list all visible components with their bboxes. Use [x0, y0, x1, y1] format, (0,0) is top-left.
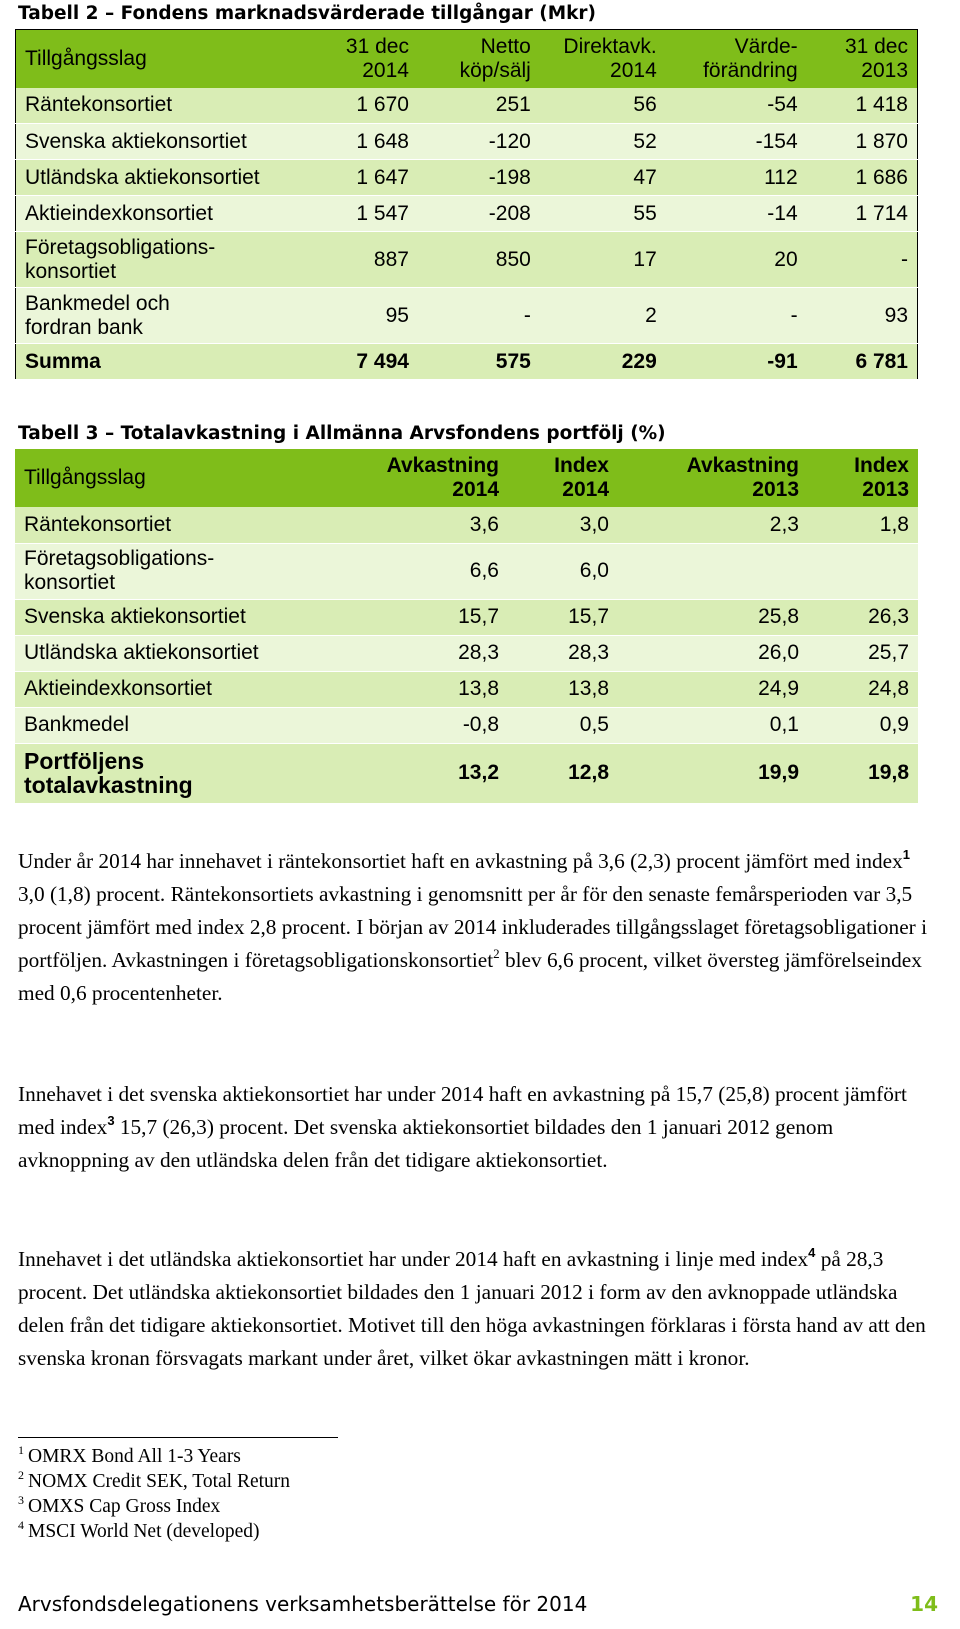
- table-cell: 0,5: [508, 707, 618, 743]
- table-cell: -198: [418, 160, 540, 196]
- row-label: Aktieindexkonsortiet: [15, 671, 348, 707]
- row-label: Svenska aktiekonsortiet: [16, 124, 319, 160]
- column-header: Index 2014: [508, 449, 618, 507]
- table-cell: -0,8: [348, 707, 508, 743]
- table-cell: 0,1: [618, 707, 808, 743]
- table-cell: 1 418: [807, 88, 918, 124]
- table-row: [15, 743, 918, 803]
- column-header: Avkastning 2013: [618, 449, 808, 507]
- table-row: [16, 160, 918, 196]
- table-cell: 6 781: [807, 344, 918, 380]
- table-row: [16, 232, 918, 288]
- footnote-ref: 1: [902, 847, 910, 862]
- row-label: Summa: [16, 344, 319, 380]
- footnote-number: 2: [18, 1468, 24, 1482]
- footnote: [18, 1518, 260, 1543]
- row-label: Bankmedel: [15, 707, 348, 743]
- paragraph-text: 15,7 (26,3) procent. Det svenska aktiekonsortiet bildades den 1 januari 2012 genom avknoppning av den utländska delen från det tidigare aktiekonsortiet.: [18, 1115, 834, 1172]
- column-header: Netto köp/sälj: [418, 30, 540, 88]
- footnote-text: OMRX Bond All 1-3 Years: [28, 1446, 241, 1467]
- column-header: Direktavk. 2014: [540, 30, 666, 88]
- paragraph-text: Innehavet i det utländska aktiekonsortiet har under 2014 haft en avkastning i linje med index: [18, 1247, 809, 1271]
- column-header: 31 dec 2014: [318, 30, 418, 88]
- paragraph-text: på 28,3 procent. Det utländska aktiekonsortiet bildades den 1 januari 2012 i form av den avknoppade utländska delen från det tidigare aktiekonsortiet. Motivet till den höga avkastningen förklaras i första hand av att den svenska kronan försvagats markant under året, vilket ökar avkastningen mätt i kronor.: [18, 1247, 926, 1370]
- row-label: Svenska aktiekonsortiet: [15, 599, 348, 635]
- table-cell: 6,0: [508, 543, 618, 599]
- table-cell: -154: [666, 124, 807, 160]
- table-cell: 26,0: [618, 635, 808, 671]
- table-row: [15, 707, 918, 743]
- table-row: [15, 671, 918, 707]
- column-header: 31 dec 2013: [807, 30, 918, 88]
- table-row: [15, 543, 918, 599]
- table-cell: 93: [807, 288, 918, 344]
- table-cell: 28,3: [508, 635, 618, 671]
- table-row: [16, 196, 918, 232]
- paragraph-interest: [18, 845, 928, 1010]
- table-cell: 15,7: [508, 599, 618, 635]
- footnote-number: 3: [18, 1493, 24, 1507]
- table-cell: 15,7: [348, 599, 508, 635]
- table-cell: 1 870: [807, 124, 918, 160]
- table-cell: 1,8: [808, 507, 918, 543]
- table-cell: 47: [540, 160, 666, 196]
- header-row: [15, 449, 918, 507]
- table-cell: 52: [540, 124, 666, 160]
- table-cell: 20: [666, 232, 807, 288]
- column-header: Tillgångsslag: [16, 30, 319, 88]
- row-label: Utländska aktiekonsortiet: [15, 635, 348, 671]
- table-row: [16, 124, 918, 160]
- assets-table: [15, 29, 918, 380]
- returns-table: [15, 449, 918, 804]
- footnote: [18, 1493, 221, 1518]
- table-cell: 55: [540, 196, 666, 232]
- footnote: [18, 1468, 291, 1493]
- table-cell: 575: [418, 344, 540, 380]
- header-row: [16, 30, 918, 88]
- row-label: Bankmedel och fordran bank: [16, 288, 319, 344]
- table-cell: -91: [666, 344, 807, 380]
- table-cell: 0,9: [808, 707, 918, 743]
- footnote-text: OMXS Cap Gross Index: [28, 1496, 221, 1517]
- footnote-number: 4: [18, 1518, 24, 1532]
- column-header: Värde- förändring: [666, 30, 807, 88]
- table-cell: 19,8: [808, 743, 918, 803]
- table-cell: 12,8: [508, 743, 618, 803]
- footnote-text: MSCI World Net (developed): [28, 1521, 260, 1542]
- table-row: [16, 288, 918, 344]
- table-cell: 229: [540, 344, 666, 380]
- table-cell: 1 648: [318, 124, 418, 160]
- table3-caption: Tabell 3 – Totalavkastning i Allmänna Arvsfondens portfölj (%): [18, 423, 666, 444]
- table-cell: 13,2: [348, 743, 508, 803]
- footnote-number: 1: [18, 1443, 24, 1457]
- table-cell: 887: [318, 232, 418, 288]
- footnote-ref: 3: [107, 1113, 115, 1128]
- table-cell: 25,7: [808, 635, 918, 671]
- returns-table-header: [15, 449, 918, 507]
- row-label: Företagsobligations- konsortiet: [15, 543, 348, 599]
- paragraph-text: Under år 2014 har innehavet i räntekonsortiet haft en avkastning på 3,6 (2,3) procent jämfört med index: [18, 849, 903, 873]
- table-cell: 850: [418, 232, 540, 288]
- table-cell: 3,0: [508, 507, 618, 543]
- table-cell: 112: [666, 160, 807, 196]
- table-row: [16, 344, 918, 380]
- row-label: Utländska aktiekonsortiet: [16, 160, 319, 196]
- table-cell: -120: [418, 124, 540, 160]
- assets-table-body: [16, 88, 918, 380]
- assets-table-header: [16, 30, 918, 88]
- table-row: [15, 507, 918, 543]
- table-cell: 1 547: [318, 196, 418, 232]
- table-cell: 17: [540, 232, 666, 288]
- table-cell: 25,8: [618, 599, 808, 635]
- table-cell: 2,3: [618, 507, 808, 543]
- table-cell: 1 714: [807, 196, 918, 232]
- table-cell: -: [666, 288, 807, 344]
- table-cell: 26,3: [808, 599, 918, 635]
- table-cell: -: [418, 288, 540, 344]
- table-cell: -208: [418, 196, 540, 232]
- paragraph-text: blev 6,6 procent, vilket översteg jämförelseindex med 0,6 procentenheter.: [18, 948, 922, 1005]
- row-label: Företagsobligations- konsortiet: [16, 232, 319, 288]
- row-label: Räntekonsortiet: [15, 507, 348, 543]
- footnote-ref: 2: [493, 946, 500, 961]
- returns-table-body: [15, 507, 918, 803]
- paragraph-text: Innehavet i det svenska aktiekonsortiet har under 2014 haft en avkastning på 15,7 (25,8) procent jämfört med index: [18, 1082, 907, 1139]
- table-row: [15, 599, 918, 635]
- footnote-divider: [18, 1437, 338, 1438]
- table-cell: 7 494: [318, 344, 418, 380]
- table-cell: 24,9: [618, 671, 808, 707]
- table-row: [16, 88, 918, 124]
- footnote-ref: 4: [808, 1245, 816, 1260]
- table-cell: 24,8: [808, 671, 918, 707]
- table-cell: -14: [666, 196, 807, 232]
- table-cell: 13,8: [508, 671, 618, 707]
- table2-caption: Tabell 2 – Fondens marknadsvärderade tillgångar (Mkr): [18, 3, 597, 24]
- paragraph-text: 3,0 (1,8) procent. Räntekonsortiets avkastning i genomsnitt per år för den senaste femårsperioden var 3,5 procent jämfört med index 2,8 procent. I början av 2014 inkluderades tillgångsslaget företagsobligationer i portföljen. Avkastningen i företagsobligationskonsortiet: [18, 882, 927, 972]
- table-cell: -: [807, 232, 918, 288]
- table-cell: [808, 543, 918, 599]
- row-label: Räntekonsortiet: [16, 88, 319, 124]
- row-label: Portföljens totalavkastning: [15, 743, 348, 803]
- column-header: Tillgångsslag: [15, 449, 348, 507]
- table-cell: 28,3: [348, 635, 508, 671]
- table-cell: 2: [540, 288, 666, 344]
- row-label: Aktieindexkonsortiet: [16, 196, 319, 232]
- table-cell: 95: [318, 288, 418, 344]
- table-cell: 1 686: [807, 160, 918, 196]
- table-cell: 3,6: [348, 507, 508, 543]
- footnote-text: NOMX Credit SEK, Total Return: [28, 1471, 291, 1492]
- table-cell: 6,6: [348, 543, 508, 599]
- table-cell: 56: [540, 88, 666, 124]
- paragraph-foreign-equity: [18, 1243, 928, 1375]
- paragraph-swedish-equity: [18, 1078, 928, 1177]
- table-cell: 1 670: [318, 88, 418, 124]
- table-cell: 19,9: [618, 743, 808, 803]
- table-cell: 1 647: [318, 160, 418, 196]
- table-cell: [618, 543, 808, 599]
- footnote: [18, 1443, 241, 1468]
- table-cell: -54: [666, 88, 807, 124]
- page-footer-title: Arvsfondsdelegationens verksamhetsberättelse för 2014: [18, 1592, 588, 1616]
- column-header: Avkastning 2014: [348, 449, 508, 507]
- table-cell: 13,8: [348, 671, 508, 707]
- table-cell: 251: [418, 88, 540, 124]
- page-number: 14: [910, 1592, 938, 1616]
- table-row: [15, 635, 918, 671]
- column-header: Index 2013: [808, 449, 918, 507]
